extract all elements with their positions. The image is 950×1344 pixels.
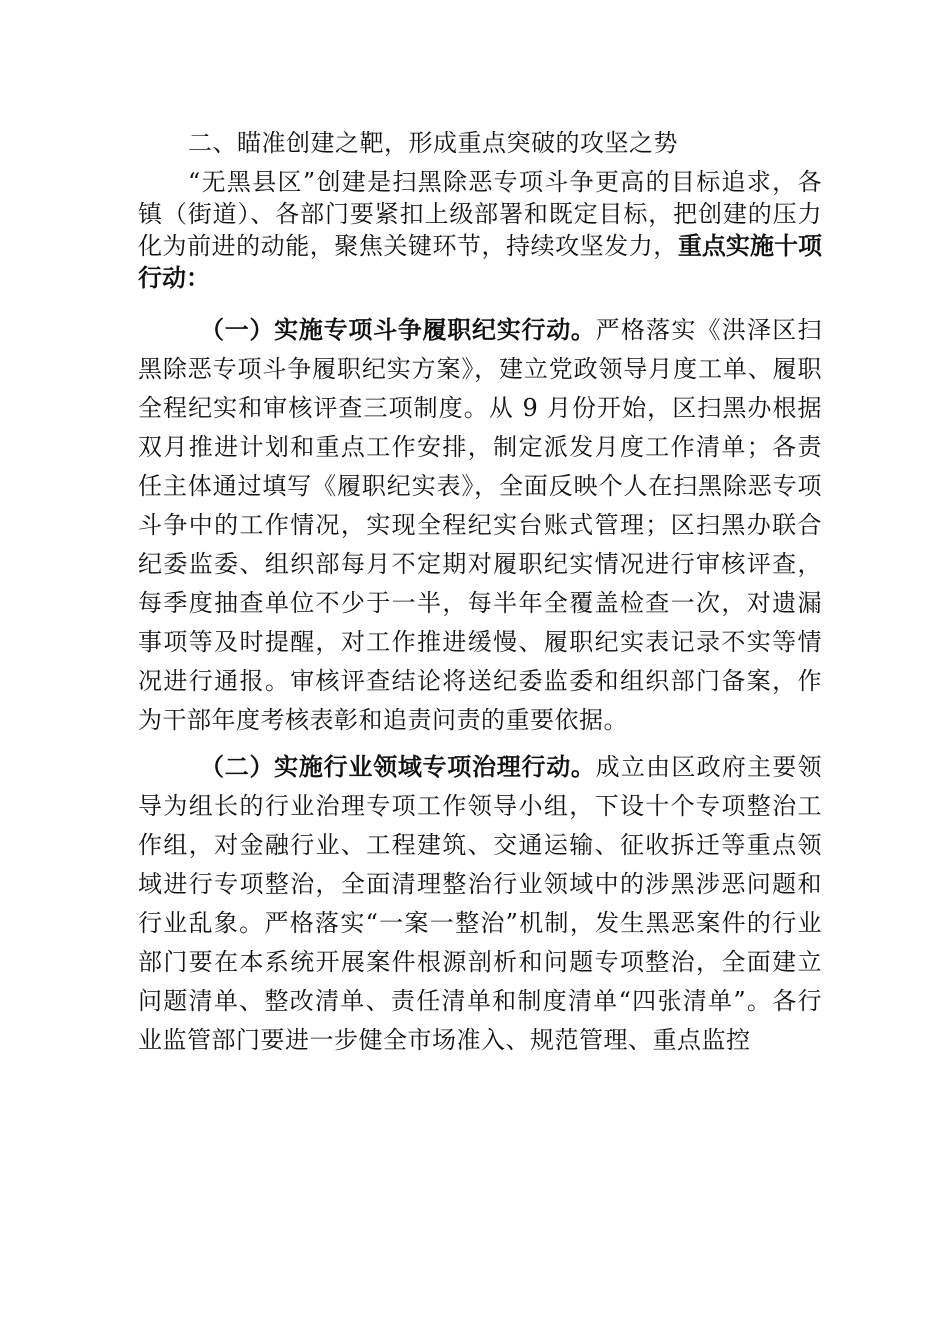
item-two-title: （二）实施行业领域专项治理行动。 <box>200 753 596 781</box>
item-one-title: （一）实施专项斗争履职纪实行动。 <box>200 316 596 344</box>
intro-text: “无黑县区”创建是扫黑除恶专项斗争更高的目标追求，各镇（街道）、各部门要紧扣上级部署和既定目标，把创建的压力化为前进的动能，聚焦关键环节，持续攻坚发力， <box>138 168 822 260</box>
item-one-body: 严格落实《洪泽区扫黑除恶专项斗争履职纪实方案》，建立党政领导月度工单、履职全程纪实和审核评查三项制度。从 9 月份开始，区扫黑办根据双月推进计划和重点工作安排，制定派发月度工作清单；各责任主体通过填写《履职纪实表》，全面反映个人在扫黑除恶专项斗争中的工作情况，实现全程纪实台账式管理；区扫黑办联合纪委监委、组织部每月不定期对履职纪实情况进行审核评查，每季度抽查单位不少于一半，每半年全覆盖检查一次，对遗漏事项等及时提醒，对工作推进缓慢、履职纪实表记录不实等情况进行通报。审核评查结论将送纪委监委和组织部门备案，作为干部年度考核表彰和追责问责的重要依据。 <box>138 316 823 734</box>
intro-bold-text: 重点实施十项行动： <box>138 232 823 292</box>
item-one-paragraph <box>138 311 822 740</box>
item-two-body: 成立由区政府主要领导为组长的行业治理专项工作领导小组，下设十个专项整治工作组，对金融行业、工程建筑、交通运输、征收拆迁等重点领域进行专项整治，全面清理整治行业领域中的涉黑涉恶问题和行业乱象。严格落实“一案一整治”机制，发生黑恶案件的行业部门要在本系统开展案件根源剖析和问题专项整治，全面建立问题清单、整改清单、责任清单和制度清单“四张清单”。各行业监管部门要进一步健全市场准入、规范管理、重点监控 <box>138 753 823 1054</box>
section-heading: 二、瞄准创建之靶，形成重点突破的攻坚之势 <box>188 129 678 157</box>
intro-paragraph <box>138 166 822 294</box>
item-two-paragraph <box>138 748 822 1060</box>
